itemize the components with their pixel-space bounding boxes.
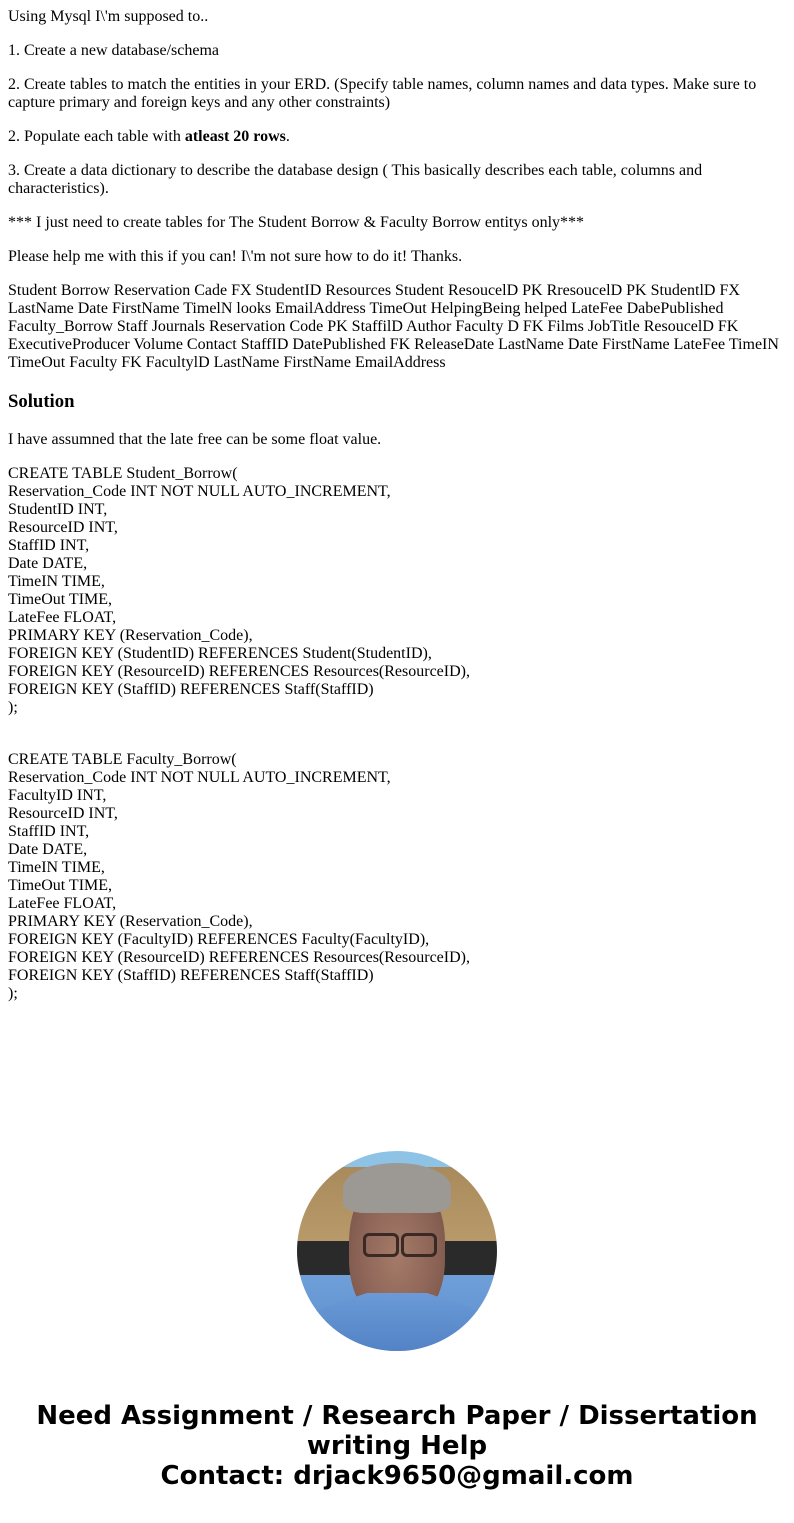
sql-line: LateFee FLOAT, bbox=[8, 609, 117, 626]
photo-shirt bbox=[297, 1293, 497, 1351]
sql-line: LateFee FLOAT, bbox=[8, 895, 117, 912]
sql-line: ); bbox=[8, 985, 18, 1002]
sql-line: ResourceID INT, bbox=[8, 805, 118, 822]
question-note: *** I just need to create tables for The Student Borrow & Faculty Borrow entitys only*** bbox=[8, 214, 585, 231]
sql-line: Date DATE, bbox=[8, 841, 88, 858]
sql-line: FacultyID INT, bbox=[8, 787, 107, 804]
footer-banner bbox=[8, 1401, 786, 1491]
photo-glasses bbox=[401, 1233, 437, 1257]
question-intro: Using Mysql I\'m supposed to.. bbox=[8, 8, 209, 25]
sql-line: FOREIGN KEY (FacultyID) REFERENCES Faculty(FacultyID), bbox=[8, 931, 430, 948]
sql-line: FOREIGN KEY (StaffID) REFERENCES Staff(StaffID) bbox=[8, 681, 374, 698]
author-photo-wrap bbox=[8, 1151, 786, 1351]
question-populate bbox=[8, 128, 786, 146]
sql-line: StudentID INT, bbox=[8, 501, 108, 518]
sql-line: CREATE TABLE Student_Borrow( bbox=[8, 465, 238, 482]
sql-line: Reservation_Code INT NOT NULL AUTO_INCREMENT, bbox=[8, 483, 391, 500]
sql-line: TimeIN TIME, bbox=[8, 573, 105, 590]
sql-line: CREATE TABLE Faculty_Borrow( bbox=[8, 751, 237, 768]
footer-line1: Need Assignment / Research Paper / Dissertation writing Help bbox=[36, 1401, 758, 1461]
sql-line: ); bbox=[8, 699, 18, 716]
sql-line: ResourceID INT, bbox=[8, 519, 118, 536]
sql-line: Date DATE, bbox=[8, 555, 88, 572]
sql-line: FOREIGN KEY (StaffID) REFERENCES Staff(StaffID) bbox=[8, 967, 374, 984]
sql-line: Reservation_Code INT NOT NULL AUTO_INCREMENT, bbox=[8, 769, 391, 786]
question-item: 2. Create tables to match the entities in your ERD. (Specify table names, column names and data types. Make sure to capture primary and foreign keys and any other constraints) bbox=[8, 76, 757, 111]
question-dictionary: 3. Create a data dictionary to describe the database design ( This basically describes each table, columns and characteristics). bbox=[8, 162, 703, 197]
sql-line: FOREIGN KEY (StudentID) REFERENCES Student(StudentID), bbox=[8, 645, 432, 662]
sql-line: FOREIGN KEY (ResourceID) REFERENCES Resources(ResourceID), bbox=[8, 949, 470, 966]
author-photo bbox=[297, 1151, 497, 1351]
sql-line: PRIMARY KEY (Reservation_Code), bbox=[8, 627, 253, 644]
sql-line: PRIMARY KEY (Reservation_Code), bbox=[8, 913, 253, 930]
photo-glasses bbox=[363, 1233, 399, 1257]
solution-assumption: I have assumned that the late free can be some float value. bbox=[8, 431, 382, 448]
populate-bold: atleast 20 rows bbox=[184, 128, 286, 145]
question-plea: Please help me with this if you can! I\'m not sure how to do it! Thanks. bbox=[8, 248, 463, 265]
solution-heading: Solution bbox=[8, 391, 75, 412]
sql-line: StaffID INT, bbox=[8, 823, 90, 840]
populate-suffix: . bbox=[285, 128, 290, 145]
footer-contact: Contact: drjack9650@gmail.com bbox=[160, 1461, 634, 1491]
spacer bbox=[8, 717, 786, 751]
student-borrow-sql bbox=[8, 465, 786, 717]
photo-hair bbox=[343, 1163, 451, 1213]
sql-line: TimeOut TIME, bbox=[8, 591, 113, 608]
erd-text: Student Borrow Reservation Cade FX StudentID Resources Student ResoucelD PK RresoucelD PK StudentlD FX LastName Date FirstName TimelN looks EmailAddress TimeOut HelpingBeing helped LateFee DabePublished Faculty_Borrow Staff Journals Reservation Code PK StaffilD Author Faculty D FK Films JobTitle ResoucelD FK ExecutiveProducer Volume Contact StaffID DatePublished FK ReleaseDate LastName Date FirstName LateFee TimeIN TimeOut Faculty FK FacultylD LastName FirstName EmailAddress bbox=[8, 282, 779, 371]
sql-line: StaffID INT, bbox=[8, 537, 90, 554]
sql-line: FOREIGN KEY (ResourceID) REFERENCES Resources(ResourceID), bbox=[8, 663, 470, 680]
sql-line: TimeOut TIME, bbox=[8, 877, 113, 894]
populate-prefix: 2. Populate each table with bbox=[8, 128, 185, 145]
question-item: 1. Create a new database/schema bbox=[8, 42, 220, 59]
faculty-borrow-sql bbox=[8, 751, 786, 1003]
sql-line: TimeIN TIME, bbox=[8, 859, 105, 876]
